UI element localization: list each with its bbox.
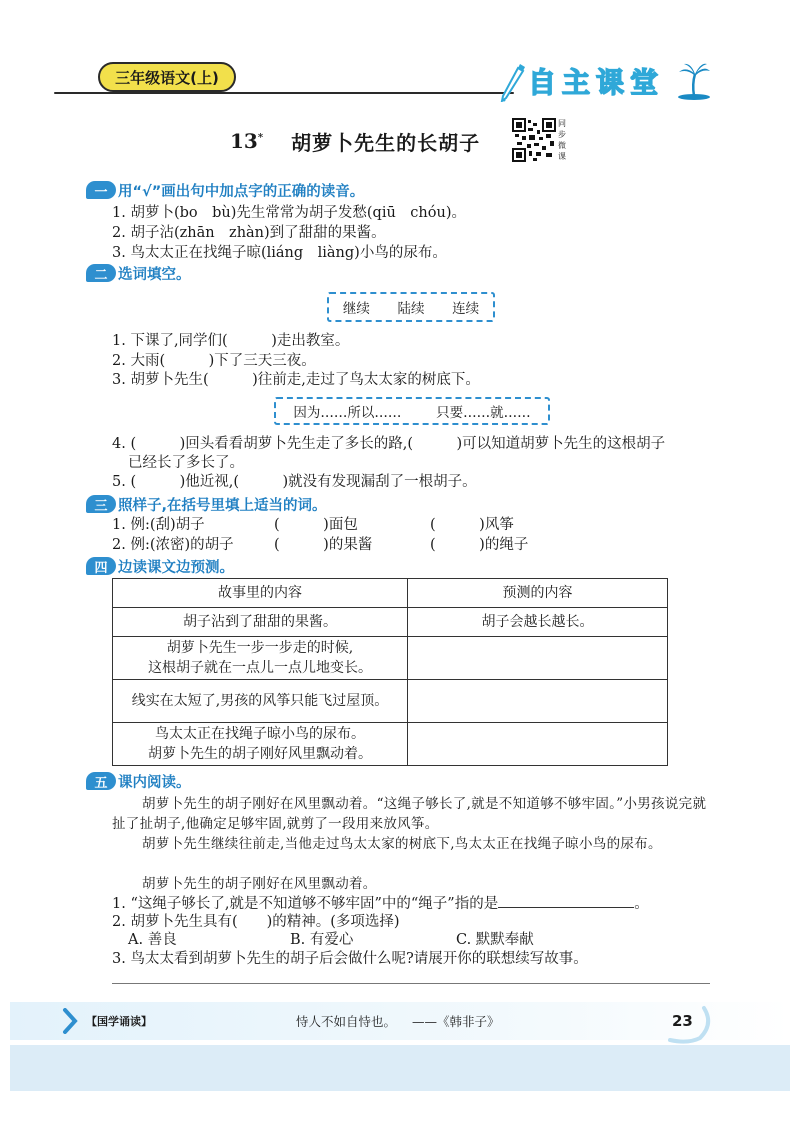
table-header: 故事里的内容: [113, 579, 408, 608]
story-cell: 线实在太短了,男孩的风筝只能飞过屋顶。: [113, 680, 408, 723]
prediction-cell[interactable]: [408, 723, 668, 766]
word-option: 只要……就……: [436, 405, 531, 421]
question-1: 1. “这绳子够长了,就是不知道够不够牢固”中的“绳子”指的是 。: [112, 893, 649, 914]
exercise-line: 2. 胡子沾(zhān zhàn)到了甜甜的果酱。: [112, 225, 386, 241]
option-b[interactable]: B. 有爱心: [290, 932, 354, 948]
word-bank-box: [327, 292, 495, 322]
answer-blank[interactable]: [498, 893, 634, 908]
section-badge: 四: [86, 557, 116, 575]
table-row: [113, 608, 668, 637]
section-3-header: [86, 494, 327, 514]
exercise-blank: ( )风筝: [430, 517, 514, 533]
reading-paragraph: 胡萝卜先生的胡子刚好在风里飘动着。: [142, 876, 377, 892]
grade-label: 三年级语文(上): [98, 62, 236, 92]
story-cell: 胡子沾到了甜甜的果酱。: [113, 608, 408, 637]
option-a[interactable]: A. 善良: [128, 932, 177, 948]
exercise-line: 3. 鸟太太正在找绳子晾(liáng liàng)小鸟的尿布。: [112, 245, 447, 261]
section-badge: 三: [86, 495, 116, 513]
exercise-blank: ( )的绳子: [430, 537, 529, 553]
pencil-icon: [500, 62, 526, 102]
word-option: 陆续: [397, 301, 425, 317]
word-option: 继续: [342, 301, 370, 317]
word-bank-box: [274, 397, 550, 425]
section-title: 用“√”画出句中加点字的正确的读音。: [118, 183, 365, 200]
exercise-line: 1. 下课了,同学们( )走出教室。: [112, 333, 350, 349]
footer-quote: 恃人不如自恃也。 ——《韩非子》: [296, 1014, 500, 1029]
question-2: 2. 胡萝卜先生具有( )的精神。(多项选择): [112, 914, 400, 930]
section-5-header: [86, 771, 191, 791]
exercise-line: 5. ( )他近视,( )就没有发现漏刮了一根胡子。: [112, 474, 477, 490]
section-badge: 二: [86, 264, 116, 282]
section-title: 边读课文边预测。: [118, 559, 234, 576]
section-title: 照样子,在括号里填上适当的词。: [118, 497, 327, 514]
exercise-line: 4. ( )回头看看胡萝卜先生走了多长的路,( )可以知道胡萝卜先生的这根胡子: [112, 436, 666, 452]
exercise-line: 2. 大雨( )下了三天三夜。: [112, 353, 316, 369]
footer-tag: 【国学诵读】: [86, 1015, 152, 1028]
reading-paragraph: 胡萝卜先生的胡子刚好在风里飘动着。“这绳子够长了,就是不知道够不够牢固。”小男孩说完就扯了扯胡子,他确定足够牢固,就剪了一段用来放风筝。: [112, 796, 707, 832]
exercise-line: 2. 例:(浓密)的胡子: [112, 537, 234, 553]
prediction-table: [112, 578, 668, 766]
lesson-title: [230, 124, 480, 158]
section-title: 选词填空。: [118, 266, 191, 283]
exercise-blank: ( )的果酱: [274, 537, 373, 553]
brand-title: 自主课堂: [528, 66, 665, 99]
exercise-line: 3. 胡萝卜先生( )往前走,走过了鸟太太家的树底下。: [112, 372, 480, 388]
page-number: 23: [672, 1012, 693, 1030]
lesson-name: 胡萝卜先生的长胡子: [291, 130, 481, 155]
section-badge: 一: [86, 181, 116, 199]
exercise-line: 1. 胡萝卜(bo bù)先生常常为胡子发愁(qiū chóu)。: [112, 205, 466, 221]
section-title: 课内阅读。: [118, 774, 191, 791]
footer-bottom-band: [10, 1045, 790, 1091]
prediction-cell[interactable]: [408, 680, 668, 723]
story-cell: 胡萝卜先生一步一步走的时候, 这根胡子就在一点儿一点儿地变长。: [113, 637, 408, 680]
answer-line[interactable]: [112, 983, 710, 984]
section-2-header: [86, 263, 191, 283]
table-row: [113, 637, 668, 680]
qr-code-icon[interactable]: [512, 118, 556, 162]
table-row: [113, 723, 668, 766]
exercise-blank: ( )面包: [274, 517, 358, 533]
brand-logo: [500, 58, 710, 104]
exercise-line: 已经长了多长了。: [128, 455, 244, 471]
lesson-number: 13*: [230, 129, 264, 153]
table-row: [113, 680, 668, 723]
word-option: 因为……所以……: [293, 405, 402, 421]
exercise-line: 1. 例:(刮)胡子: [112, 517, 205, 533]
palm-island-icon: [676, 60, 712, 100]
section-badge: 五: [86, 772, 116, 790]
section-4-header: [86, 556, 234, 576]
chevron-right-icon: [62, 1008, 78, 1034]
prediction-cell[interactable]: [408, 637, 668, 680]
question-3: 3. 鸟太太看到胡萝卜先生的胡子后会做什么呢?请展开你的联想续写故事。: [112, 951, 588, 967]
table-header: 预测的内容: [408, 579, 668, 608]
prediction-cell[interactable]: 胡子会越长越长。: [408, 608, 668, 637]
story-cell: 鸟太太正在找绳子晾小鸟的尿布。 胡萝卜先生的胡子刚好风里飘动着。: [113, 723, 408, 766]
section-1-header: [86, 180, 364, 200]
word-option: 连续: [452, 301, 480, 317]
header-divider: [54, 92, 514, 94]
table-header-row: [113, 579, 668, 608]
qr-caption: 同 步 微 课: [558, 119, 566, 161]
reading-paragraph: 胡萝卜先生继续往前走,当他走过鸟太太家的树底下,鸟太太正在找绳子晾小鸟的尿布。: [142, 836, 662, 852]
page-number-badge: [660, 1004, 714, 1044]
option-c[interactable]: C. 默默奉献: [456, 932, 534, 948]
